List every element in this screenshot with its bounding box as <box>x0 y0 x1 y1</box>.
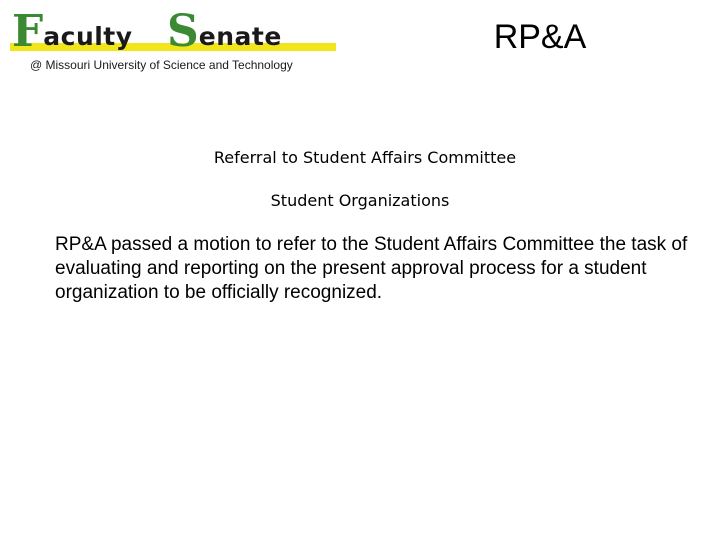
logo-subtitle: @ Missouri University of Science and Technology <box>30 58 293 72</box>
logo-initial-f: F <box>12 6 44 57</box>
section-heading: Referral to Student Affairs Committee <box>213 148 517 167</box>
logo-initial-s: S <box>167 6 199 57</box>
body-paragraph: RP&A passed a motion to refer to the Student Affairs Committee the task of evaluating and reporting on the present approval process for a student organization to be officially recognized. <box>55 234 688 303</box>
logo-word-senate <box>167 6 282 57</box>
faculty-senate-logo <box>10 6 340 80</box>
logo-word-faculty <box>12 6 133 57</box>
slide-title: RP&A <box>493 18 587 56</box>
section-subheading: Student Organizations <box>270 191 450 210</box>
logo-word-senate-rest: enate <box>198 22 282 51</box>
logo-word-faculty-rest: aculty <box>43 22 133 51</box>
